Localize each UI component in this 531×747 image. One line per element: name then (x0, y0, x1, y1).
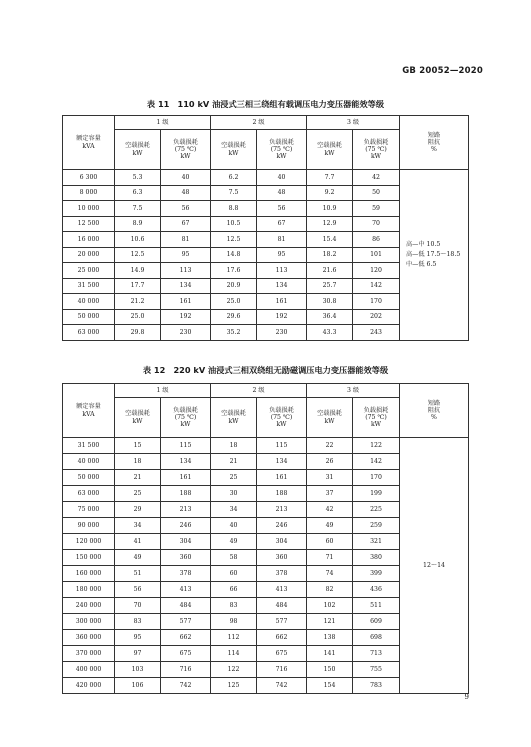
table-cell: 142 (353, 278, 400, 294)
table-cell: 413 (161, 582, 211, 598)
table-cell: 713 (353, 646, 400, 662)
table-cell: 36.4 (307, 309, 353, 325)
header-line: 空载损耗 (125, 410, 150, 418)
table-cell: 8 000 (63, 185, 115, 201)
table-cell: 783 (353, 678, 400, 694)
header-line: 空载损耗 (317, 142, 342, 150)
table-cell: 102 (307, 598, 353, 614)
header-line: 额定容量 (76, 403, 101, 411)
header-line: 负载损耗 (173, 406, 198, 414)
table-cell: 138 (307, 630, 353, 646)
table-cell: 378 (257, 566, 307, 582)
table-cell: 67 (161, 216, 211, 232)
table-cell: 134 (161, 454, 211, 470)
table-cell: 14.9 (115, 263, 161, 279)
table-cell: 97 (115, 646, 161, 662)
table-cell: 70 (353, 216, 400, 232)
table-row (63, 170, 469, 186)
table-cell: 50 (353, 185, 400, 201)
table-cell: 675 (161, 646, 211, 662)
table-cell: 577 (257, 614, 307, 630)
header-line: 短路 (427, 399, 441, 407)
table-cell: 188 (161, 486, 211, 502)
page-number: 9 (464, 693, 469, 701)
header-line: kW (132, 149, 143, 157)
table-cell: 95 (115, 630, 161, 646)
table-cell: 12.5 (115, 247, 161, 263)
table-cell: 20 000 (63, 247, 115, 263)
table-cell: 25 (115, 486, 161, 502)
table-cell: 49 (307, 518, 353, 534)
table-cell: 56 (115, 582, 161, 598)
impedance-header (400, 116, 469, 170)
header-line: 额定容量 (76, 135, 101, 143)
table-cell: 101 (353, 247, 400, 263)
table-cell: 56 (161, 201, 211, 217)
header-line: kVA (82, 142, 95, 150)
header-line: kW (324, 417, 335, 425)
table-cell: 25.7 (307, 278, 353, 294)
table-cell: 34 (115, 518, 161, 534)
table-cell: 114 (211, 646, 257, 662)
table-cell: 8.8 (211, 201, 257, 217)
table-cell: 17.6 (211, 263, 257, 279)
table-cell: 511 (353, 598, 400, 614)
table-cell: 7.5 (211, 185, 257, 201)
table-cell: 716 (257, 662, 307, 678)
grade3-header: 3 级 (307, 384, 400, 398)
table-cell: 120 (353, 263, 400, 279)
table-cell: 34 (211, 502, 257, 518)
table-cell: 90 000 (63, 518, 115, 534)
table-cell: 25 000 (63, 263, 115, 279)
table-cell: 420 000 (63, 678, 115, 694)
table-12-title: 表 12 220 kV 油浸式三相双绕组无励磁调压电力变压器能效等级 (142, 365, 389, 375)
table-cell: 304 (257, 534, 307, 550)
table-cell: 29 (115, 502, 161, 518)
header-line: kW (228, 417, 239, 425)
table-cell: 134 (257, 278, 307, 294)
table-cell: 12.9 (307, 216, 353, 232)
table-cell: 12.5 (211, 232, 257, 248)
table-cell: 67 (257, 216, 307, 232)
table-cell: 662 (161, 630, 211, 646)
table-cell: 202 (353, 309, 400, 325)
table-cell: 50 000 (63, 309, 115, 325)
table-cell: 56 (257, 201, 307, 217)
table-cell: 10.6 (115, 232, 161, 248)
table-cell: 113 (161, 263, 211, 279)
table-cell: 49 (211, 534, 257, 550)
grade2-header: 2 级 (211, 116, 307, 130)
table-cell: 103 (115, 662, 161, 678)
table-cell: 83 (211, 598, 257, 614)
header-line: % (431, 414, 437, 422)
table-cell: 484 (257, 598, 307, 614)
table-cell: 6 300 (63, 170, 115, 186)
table-cell: 120 000 (63, 534, 115, 550)
header-line: % (431, 146, 437, 154)
noload-loss-header (115, 398, 161, 438)
table-cell: 21 (211, 454, 257, 470)
grade1-header: 1 级 (115, 384, 211, 398)
table-cell: 378 (161, 566, 211, 582)
table-cell: 698 (353, 630, 400, 646)
impedance-line: 12～14 (423, 561, 445, 569)
table-cell: 63 000 (63, 325, 115, 341)
impedance-value (400, 170, 469, 341)
noload-loss-header (115, 130, 161, 170)
table-cell: 95 (161, 247, 211, 263)
table-cell: 50 000 (63, 470, 115, 486)
table-cell: 188 (257, 486, 307, 502)
table-cell: 29.6 (211, 309, 257, 325)
table-cell: 230 (257, 325, 307, 341)
table-cell: 321 (353, 534, 400, 550)
table-cell: 400 000 (63, 662, 115, 678)
table-cell: 37 (307, 486, 353, 502)
table-cell: 71 (307, 550, 353, 566)
header-line: 空载损耗 (125, 142, 150, 150)
grade3-header: 3 级 (307, 116, 400, 130)
load-loss-header (161, 130, 211, 170)
table-cell: 10.9 (307, 201, 353, 217)
header-line: 空载损耗 (221, 142, 246, 150)
table-cell: 134 (257, 454, 307, 470)
table-cell: 742 (161, 678, 211, 694)
table-cell: 609 (353, 614, 400, 630)
table-cell: 43.3 (307, 325, 353, 341)
noload-loss-header (307, 130, 353, 170)
header-line: 负载损耗 (363, 138, 389, 146)
table-cell: 213 (257, 502, 307, 518)
load-loss-header (257, 398, 307, 438)
table-cell: 360 000 (63, 630, 115, 646)
table-row (63, 438, 469, 454)
grade2-header: 2 级 (211, 384, 307, 398)
table-cell: 9.2 (307, 185, 353, 201)
header-line: (75 ℃) (270, 413, 293, 421)
table-cell: 14.8 (211, 247, 257, 263)
table-cell: 716 (161, 662, 211, 678)
table-cell: 141 (307, 646, 353, 662)
impedance-line: 高—低 17.5～18.5 (406, 250, 461, 258)
noload-loss-header (307, 398, 353, 438)
table-cell: 161 (161, 470, 211, 486)
table-cell: 30 (211, 486, 257, 502)
table-cell: 150 000 (63, 550, 115, 566)
table-cell: 7.5 (115, 201, 161, 217)
table-cell: 31 500 (63, 438, 115, 454)
table-cell: 81 (161, 232, 211, 248)
table-cell: 8.9 (115, 216, 161, 232)
table-cell: 161 (257, 294, 307, 310)
table-cell: 12 500 (63, 216, 115, 232)
load-loss-header (353, 398, 400, 438)
table-cell: 170 (353, 470, 400, 486)
table-cell: 66 (211, 582, 257, 598)
table-cell: 41 (115, 534, 161, 550)
header-line: kW (370, 421, 382, 429)
table-cell: 25.0 (115, 309, 161, 325)
table-cell: 577 (161, 614, 211, 630)
table-cell: 199 (353, 486, 400, 502)
header-line: 阻抗 (427, 138, 441, 146)
table-cell: 112 (211, 630, 257, 646)
table-cell: 18 (211, 438, 257, 454)
table-cell: 436 (353, 582, 400, 598)
header-line: kW (276, 421, 287, 429)
load-loss-header (353, 130, 400, 170)
header-line: (75 ℃) (270, 145, 293, 153)
table-cell: 161 (257, 470, 307, 486)
header-line: 负载损耗 (173, 138, 198, 146)
header-line: (75 ℃) (174, 145, 197, 153)
header-line: (75 ℃) (174, 413, 197, 421)
table-cell: 60 (307, 534, 353, 550)
table-cell: 75 000 (63, 502, 115, 518)
table-cell: 15 (115, 438, 161, 454)
header-row (63, 116, 469, 130)
table-cell: 63 000 (63, 486, 115, 502)
table-cell: 662 (257, 630, 307, 646)
table-cell: 16 000 (63, 232, 115, 248)
table-cell: 42 (307, 502, 353, 518)
table-cell: 10.5 (211, 216, 257, 232)
capacity-header (63, 384, 115, 438)
header-line: kW (132, 417, 143, 425)
header-line: 负载损耗 (269, 138, 294, 146)
table-cell: 10 000 (63, 201, 115, 217)
table-cell: 360 (257, 550, 307, 566)
table-cell: 240 000 (63, 598, 115, 614)
table-cell: 213 (161, 502, 211, 518)
header-line: kW (180, 421, 191, 429)
table-cell: 21.6 (307, 263, 353, 279)
table-cell: 380 (353, 550, 400, 566)
table-cell: 31 (307, 470, 353, 486)
table-cell: 81 (257, 232, 307, 248)
table-11-title: 表 11 110 kV 油浸式三相三绕组有载调压电力变压器能效等级 (146, 99, 385, 109)
header-line: 负载损耗 (269, 406, 294, 414)
table-cell: 360 (161, 550, 211, 566)
header-line: (75 ℃) (365, 145, 387, 153)
table-cell: 35.2 (211, 325, 257, 341)
table-cell: 225 (353, 502, 400, 518)
table-cell: 399 (353, 566, 400, 582)
table-cell: 48 (161, 185, 211, 201)
table-cell: 58 (211, 550, 257, 566)
table-cell: 6.3 (115, 185, 161, 201)
table-cell: 675 (257, 646, 307, 662)
header-line: (75 ℃) (365, 413, 387, 421)
table-cell: 134 (161, 278, 211, 294)
noload-loss-header (211, 398, 257, 438)
header-line: 负载损耗 (363, 406, 389, 414)
header-row (63, 384, 469, 398)
table-cell: 59 (353, 201, 400, 217)
table-cell: 755 (353, 662, 400, 678)
table-cell: 51 (115, 566, 161, 582)
table-cell: 742 (257, 678, 307, 694)
table-cell: 22 (307, 438, 353, 454)
table-cell: 74 (307, 566, 353, 582)
table-cell: 180 000 (63, 582, 115, 598)
noload-loss-header (211, 130, 257, 170)
table-cell: 246 (257, 518, 307, 534)
table-cell: 86 (353, 232, 400, 248)
table-cell: 304 (161, 534, 211, 550)
table-cell: 7.7 (307, 170, 353, 186)
impedance-line: 中—低 6.5 (406, 260, 437, 268)
table-cell: 30.8 (307, 294, 353, 310)
impedance-header (400, 384, 469, 438)
table-cell: 154 (307, 678, 353, 694)
load-loss-header (257, 130, 307, 170)
table-11 (62, 115, 469, 341)
table-cell: 370 000 (63, 646, 115, 662)
table-cell: 160 000 (63, 566, 115, 582)
table-cell: 40 000 (63, 454, 115, 470)
standard-number: GB 20052—2020 (402, 66, 483, 76)
table-cell: 18.2 (307, 247, 353, 263)
table-cell: 25 (211, 470, 257, 486)
table-cell: 150 (307, 662, 353, 678)
table-12 (62, 383, 469, 694)
table-cell: 31 500 (63, 278, 115, 294)
table-cell: 121 (307, 614, 353, 630)
table-cell: 125 (211, 678, 257, 694)
table-cell: 122 (211, 662, 257, 678)
table-cell: 413 (257, 582, 307, 598)
header-line: 阻抗 (427, 406, 441, 414)
table-cell: 259 (353, 518, 400, 534)
header-line: 短路 (427, 131, 441, 139)
table-cell: 192 (161, 309, 211, 325)
table-cell: 82 (307, 582, 353, 598)
table-cell: 29.8 (115, 325, 161, 341)
impedance-line: 高—中 10.5 (406, 241, 441, 249)
table-cell: 40 (257, 170, 307, 186)
table-cell: 21.2 (115, 294, 161, 310)
load-loss-header (161, 398, 211, 438)
grade1-header: 1 级 (115, 116, 211, 130)
table-cell: 5.3 (115, 170, 161, 186)
table-cell: 21 (115, 470, 161, 486)
table-cell: 70 (115, 598, 161, 614)
table-cell: 15.4 (307, 232, 353, 248)
impedance-value (400, 438, 469, 694)
header-line: kVA (82, 410, 95, 418)
table-cell: 170 (353, 294, 400, 310)
table-cell: 230 (161, 325, 211, 341)
table-cell: 17.7 (115, 278, 161, 294)
table-cell: 122 (353, 438, 400, 454)
table-cell: 95 (257, 247, 307, 263)
header-line: 空载损耗 (317, 410, 342, 418)
table-cell: 192 (257, 309, 307, 325)
table-cell: 49 (115, 550, 161, 566)
header-line: kW (324, 149, 335, 157)
table-cell: 243 (353, 325, 400, 341)
table-cell: 26 (307, 454, 353, 470)
table-cell: 40 (211, 518, 257, 534)
table-cell: 98 (211, 614, 257, 630)
header-line: kW (370, 153, 382, 161)
table-cell: 161 (161, 294, 211, 310)
table-cell: 300 000 (63, 614, 115, 630)
table-cell: 48 (257, 185, 307, 201)
header-line: kW (180, 153, 191, 161)
table-cell: 18 (115, 454, 161, 470)
table-cell: 42 (353, 170, 400, 186)
header-line: 空载损耗 (221, 410, 246, 418)
table-cell: 40 (161, 170, 211, 186)
header-line: kW (276, 153, 287, 161)
table-cell: 246 (161, 518, 211, 534)
capacity-header (63, 116, 115, 170)
table-cell: 60 (211, 566, 257, 582)
table-cell: 83 (115, 614, 161, 630)
table-cell: 115 (161, 438, 211, 454)
table-cell: 484 (161, 598, 211, 614)
table-cell: 113 (257, 263, 307, 279)
table-cell: 40 000 (63, 294, 115, 310)
header-line: kW (228, 149, 239, 157)
table-cell: 20.9 (211, 278, 257, 294)
table-cell: 106 (115, 678, 161, 694)
table-cell: 142 (353, 454, 400, 470)
table-cell: 25.0 (211, 294, 257, 310)
table-cell: 115 (257, 438, 307, 454)
table-cell: 6.2 (211, 170, 257, 186)
